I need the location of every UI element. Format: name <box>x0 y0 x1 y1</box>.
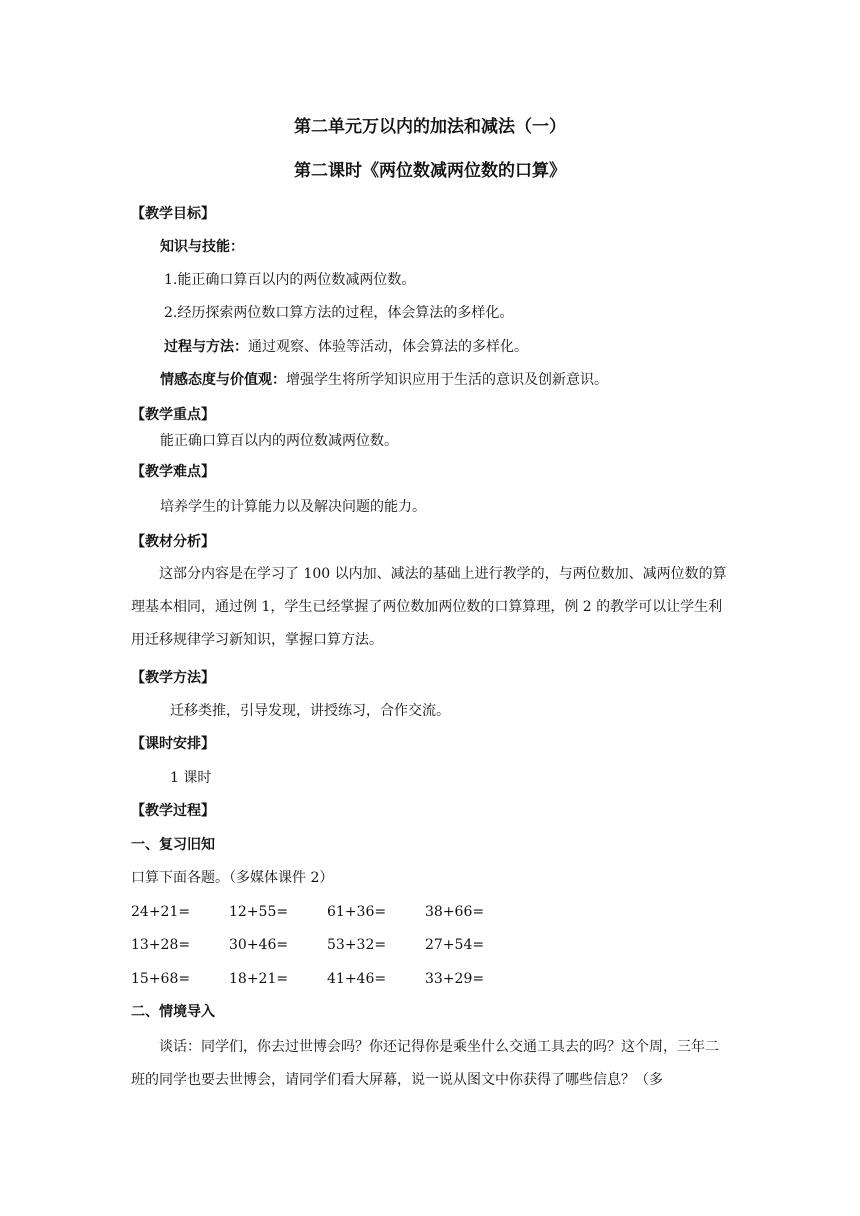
process-goal <box>164 337 528 357</box>
exercise-item: 18+21= <box>229 971 289 987</box>
section-intro: 二、情境导入 <box>131 1004 215 1020</box>
exercise-item: 41+46= <box>327 971 387 987</box>
exercise-item: 38+66= <box>425 904 485 920</box>
schedule-text: 1 课时 <box>170 770 212 786</box>
exercise-item: 15+68= <box>131 971 191 987</box>
key-heading: 【教学重点】 <box>131 407 215 423</box>
emotion-goal <box>160 370 608 390</box>
method-heading: 【教学方法】 <box>131 670 215 686</box>
goals-heading: 【教学目标】 <box>131 206 215 222</box>
goal-item-1: 1.能正确口算百以内的两位数减两位数。 <box>164 272 416 288</box>
exercise-intro: 口算下面各题。（多媒体课件 2） <box>131 870 334 886</box>
exercise-item: 27+54= <box>425 937 485 953</box>
exercise-item: 30+46= <box>229 937 289 953</box>
intro-text: 谈话：同学们，你去过世博会吗？你还记得你是乘坐什么交通工具去的吗？这个周，三年二班的同学也要去世博会，请同学们看大屏幕，说一说从图文中你获得了哪些信息？（多 <box>131 1039 719 1088</box>
process-label: 过程与方法： <box>164 339 248 355</box>
method-text: 迁移类推，引导发现，讲授练习，合作交流。 <box>170 703 450 719</box>
schedule-heading: 【课时安排】 <box>131 736 215 752</box>
lesson-title: 第二课时《两位数减两位数的口算》 <box>294 161 566 181</box>
analysis-text: 这部分内容是在学习了 100 以内加、减法的基础上进行教学的，与两位数加、减两位数的算理基本相同，通过例 1，学生已经掌握了两位数加两位数的口算算理，例 2 的教学可以让学生利用迁移规律学习新知识，掌握口算方法。 <box>131 566 727 648</box>
process-text: 通过观察、体验等活动，体会算法的多样化。 <box>248 339 528 355</box>
emotion-text: 增强学生将所学知识应用于生活的意识及创新意识。 <box>286 372 608 388</box>
difficulty-heading: 【教学难点】 <box>131 464 215 480</box>
process-heading: 【教学过程】 <box>131 803 215 819</box>
exercise-item: 33+29= <box>425 971 485 987</box>
difficulty-text: 培养学生的计算能力以及解决问题的能力。 <box>160 499 426 515</box>
analysis-heading: 【教材分析】 <box>131 534 215 550</box>
section-review: 一、复习旧知 <box>131 837 215 853</box>
exercise-item: 53+32= <box>327 937 387 953</box>
key-text: 能正确口算百以内的两位数减两位数。 <box>160 433 398 449</box>
exercise-item: 24+21= <box>131 904 191 920</box>
exercise-item: 61+36= <box>327 904 387 920</box>
emotion-label: 情感态度与价值观： <box>160 372 286 388</box>
exercise-item: 13+28= <box>131 937 191 953</box>
unit-title: 第二单元万以内的加法和减法（一） <box>294 117 566 137</box>
knowledge-label: 知识与技能： <box>160 239 244 255</box>
goal-item-2: 2.经历探索两位数口算方法的过程，体会算法的多样化。 <box>164 305 514 321</box>
exercise-item: 12+55= <box>229 904 289 920</box>
